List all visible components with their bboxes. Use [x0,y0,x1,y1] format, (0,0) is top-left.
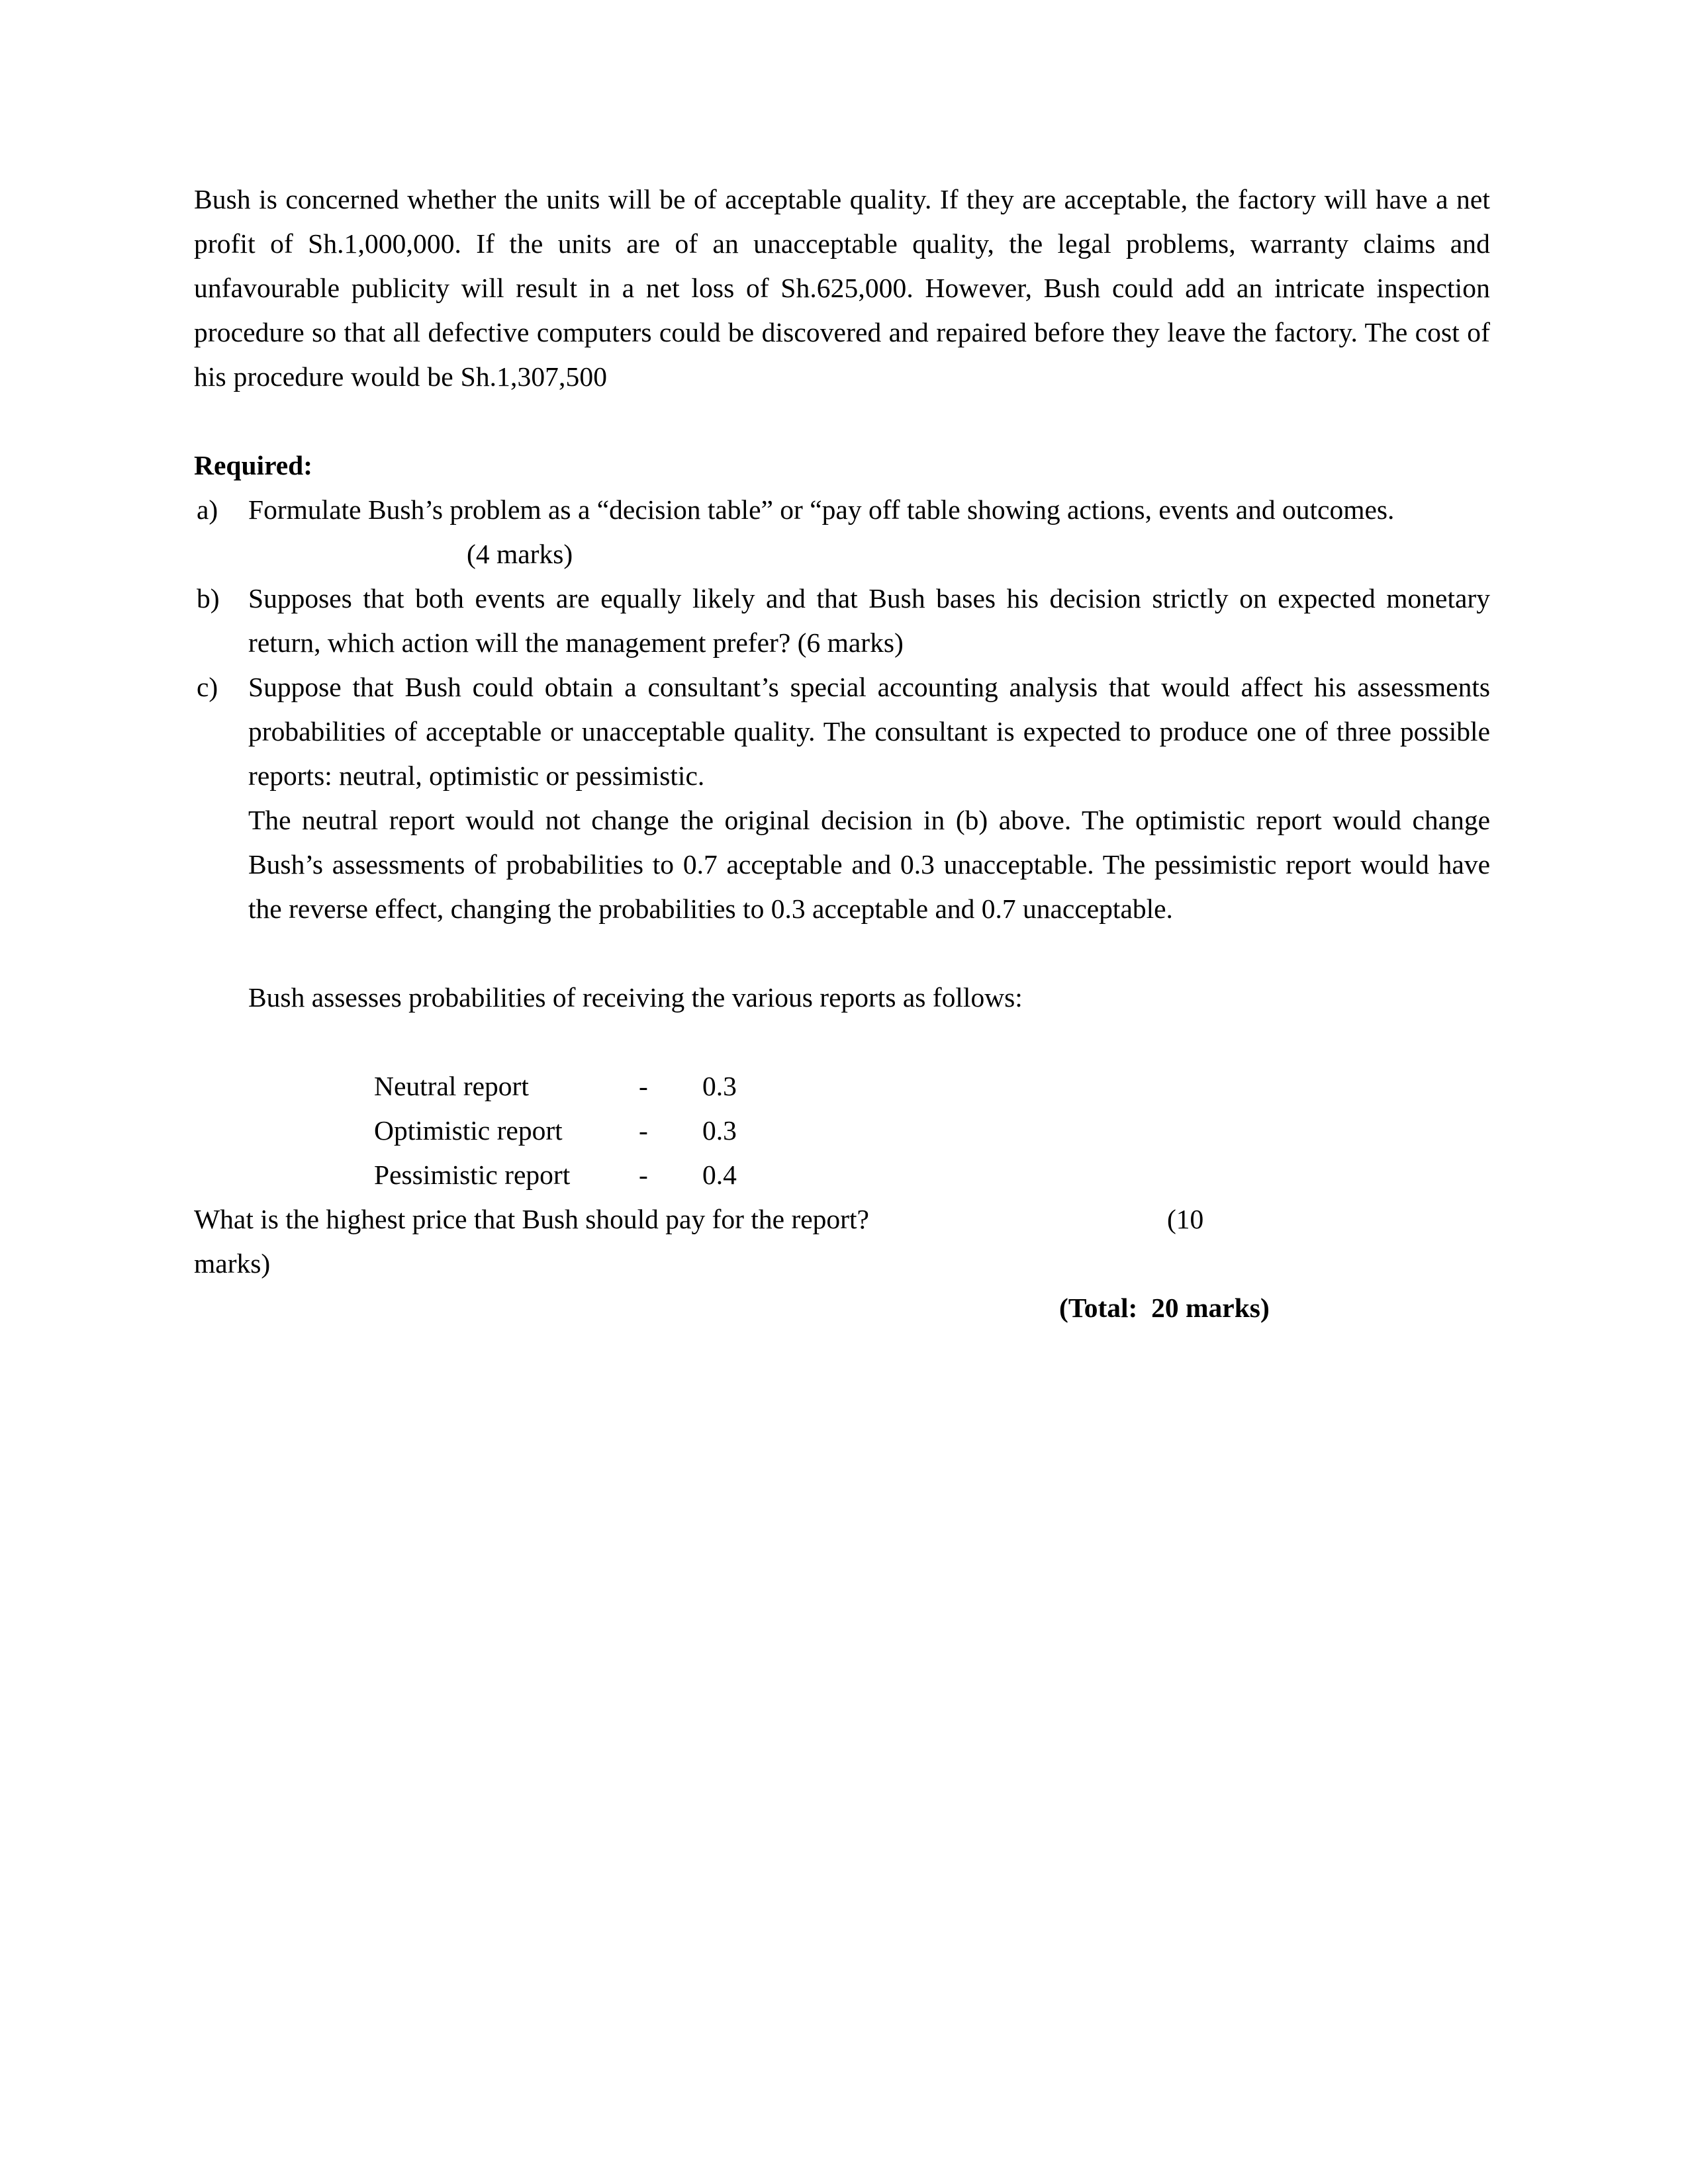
report-label-optimistic: Optimistic report [374,1115,563,1146]
table-row [374,1153,821,1197]
question-subparagraph-c: The neutral report would not change the original decision in (b) above. The optimistic report would change Bush’s assessments of probabilities to 0.7 acceptable and 0.3 unacceptable. The pessimistic report would have the reverse effect, changing the probabilities to 0.3 acceptable and 0.7 unacceptable. [248,805,1490,924]
report-label-pessimistic: Pessimistic report [374,1160,571,1190]
question-text-c: Suppose that Bush could obtain a consultant’s special accounting analysis that would affect his assessments probabilities of acceptable or unacceptable quality. The consultant is expected to produce one of three possible reports: neutral, optimistic or pessimistic. [248,672,1490,791]
subparagraph-spacer [248,931,1490,976]
table-spacer [194,1020,1490,1064]
report-value-neutral: 0.3 [702,1071,737,1101]
question-marker-a: a) [197,494,218,525]
final-question-marks: (10 [1166,1204,1204,1234]
table-row [374,1064,821,1109]
intro-paragraph: Bush is concerned whether the units will be of acceptable quality. If they are acceptable, the factory will have a net profit of Sh.1,000,000. If the units are of an unacceptable quality, the legal problems, warranty claims and unfavourable publicity will result in a net loss of Sh.625,000. However, Bush could add an intricate inspection procedure so that all defective computers could be discovered and repaired before they leave the factory. The cost of his procedure would be Sh.1,307,500 [194,184,1490,392]
assessment-intro-text: Bush assesses probabilities of receiving the various reports as follows: [248,982,1023,1013]
question-item-b [194,576,1490,665]
question-text-a: Formulate Bush’s problem as a “decision table” or “pay off table showing actions, events and outcomes. [248,494,1395,525]
report-dash-pessimistic: - [639,1160,648,1190]
table-row [374,1109,821,1153]
final-question-line [194,1197,1490,1242]
final-question-text: What is the highest price that Bush should pay for the report? [194,1204,869,1234]
questions-list [194,488,1490,1020]
required-heading: Required: [194,450,313,480]
report-dash-optimistic: - [639,1115,648,1146]
report-value-optimistic: 0.3 [702,1115,737,1146]
total-marks-line: (Total: 20 marks) [1059,1293,1270,1323]
question-marks-a: (4 marks) [467,539,573,569]
paragraph-spacer [194,399,1490,443]
question-item-c [194,665,1490,1020]
question-marks-row-a [248,532,1490,576]
question-item-a [194,488,1490,576]
report-dash-neutral: - [639,1071,648,1101]
report-label-neutral: Neutral report [374,1071,529,1101]
question-marker-b: b) [197,583,220,614]
page-content [194,177,1490,1330]
report-probability-table [374,1064,821,1197]
report-value-pessimistic: 0.4 [702,1160,737,1190]
question-text-b: Supposes that both events are equally likely and that Bush bases his decision strictly on expected monetary return, which action will the management prefer? (6 marks) [248,583,1490,658]
question-marker-c: c) [197,672,218,702]
final-question-marks-continued: marks) [194,1248,271,1279]
